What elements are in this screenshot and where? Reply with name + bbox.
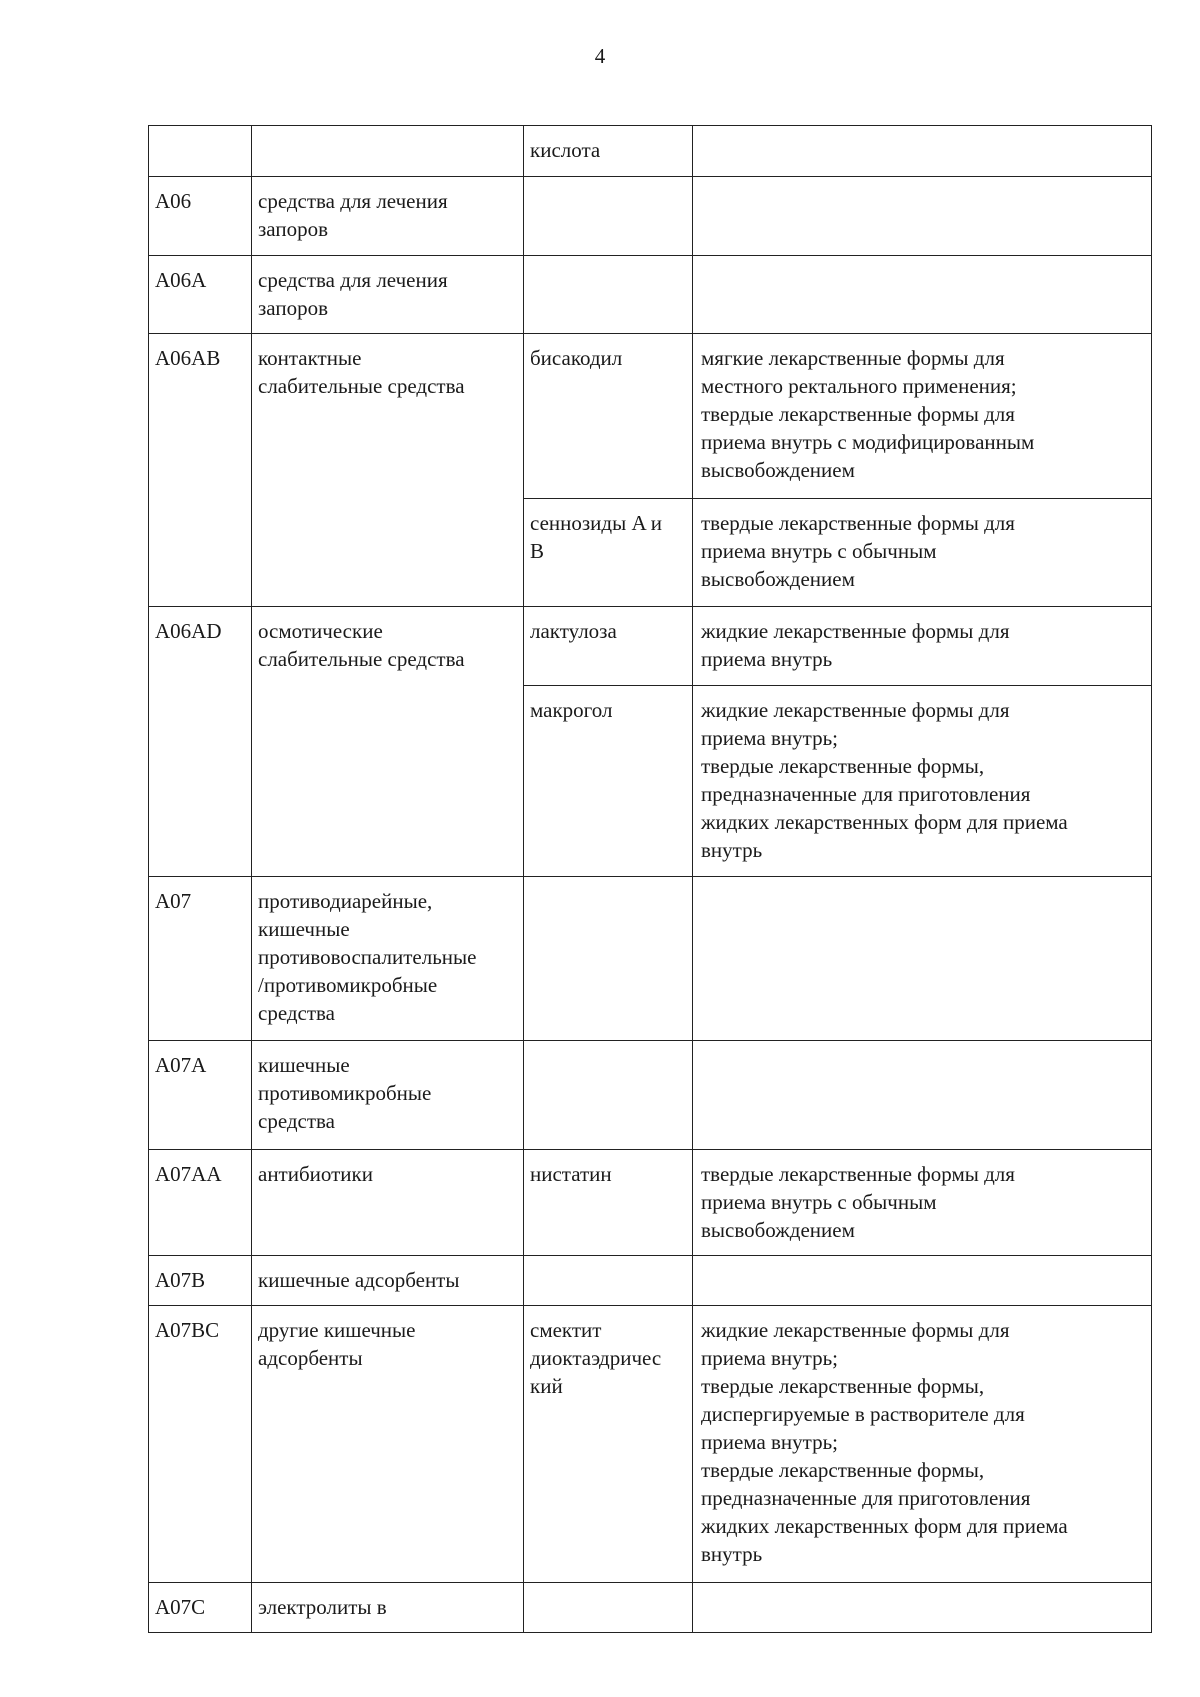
- drug-name-cell: нистатин: [524, 1149, 693, 1255]
- atc-code-cell: A07B: [149, 1256, 252, 1306]
- dosage-form-cell: [693, 126, 1152, 177]
- drug-name-cell: [524, 177, 693, 255]
- atc-code-cell: [149, 126, 252, 177]
- drug-name-cell: кислота: [524, 126, 693, 177]
- group-name-cell: средства для лечения запоров: [252, 255, 524, 333]
- group-name-cell: [252, 126, 524, 177]
- dosage-form-cell: жидкие лекарственные формы для приема внутрь: [693, 607, 1152, 685]
- group-name-cell: антибиотики: [252, 1149, 524, 1255]
- drug-name-cell: [524, 255, 693, 333]
- drug-name-cell: [524, 877, 693, 1041]
- table-row: [149, 607, 1152, 685]
- drug-table: [148, 125, 1152, 1633]
- dosage-form-cell: твердые лекарственные формы для приема внутрь с обычным высвобождением: [693, 498, 1152, 607]
- table-row: [149, 877, 1152, 1041]
- group-name-cell: противодиарейные, кишечные противовоспалительные /противомикробные средства: [252, 877, 524, 1041]
- drug-name-cell: [524, 1256, 693, 1306]
- dosage-form-cell: [693, 1041, 1152, 1150]
- table-row: [149, 1306, 1152, 1582]
- table-row: [149, 1149, 1152, 1255]
- dosage-form-cell: жидкие лекарственные формы для приема внутрь; твердые лекарственные формы, диспергируемые в растворителе для приема внутрь; твердые лекарственные формы, предназначенные для приготовления жидких лекарственных форм для приема внутрь: [693, 1306, 1152, 1582]
- group-name-cell: осмотические слабительные средства: [252, 607, 524, 877]
- drug-name-cell: сеннозиды A и B: [524, 498, 693, 607]
- dosage-form-cell: [693, 1256, 1152, 1306]
- group-name-cell: кишечные противомикробные средства: [252, 1041, 524, 1150]
- atc-code-cell: A07AA: [149, 1149, 252, 1255]
- drug-name-cell: бисакодил: [524, 333, 693, 498]
- atc-code-cell: A06AD: [149, 607, 252, 877]
- table-row: [149, 1256, 1152, 1306]
- dosage-form-cell: жидкие лекарственные формы для приема внутрь; твердые лекарственные формы, предназначенные для приготовления жидких лекарственных форм для приема внутрь: [693, 685, 1152, 877]
- dosage-form-cell: [693, 255, 1152, 333]
- drug-name-cell: макрогол: [524, 685, 693, 877]
- atc-code-cell: A06A: [149, 255, 252, 333]
- page-number: 4: [594, 44, 606, 68]
- dosage-form-cell: [693, 177, 1152, 255]
- dosage-form-cell: мягкие лекарственные формы для местного ректального применения; твердые лекарственные формы для приема внутрь с модифицированным высвобождением: [693, 333, 1152, 498]
- drug-name-cell: лактулоза: [524, 607, 693, 685]
- drug-name-cell: смектит диоктаэдричес кий: [524, 1306, 693, 1582]
- dosage-form-cell: твердые лекарственные формы для приема внутрь с обычным высвобождением: [693, 1149, 1152, 1255]
- group-name-cell: электролиты в: [252, 1582, 524, 1632]
- drug-name-cell: [524, 1582, 693, 1632]
- atc-code-cell: A06: [149, 177, 252, 255]
- table-row: [149, 1041, 1152, 1150]
- table-row: [149, 1582, 1152, 1632]
- dosage-form-cell: [693, 877, 1152, 1041]
- group-name-cell: контактные слабительные средства: [252, 333, 524, 606]
- table-row: [149, 255, 1152, 333]
- atc-code-cell: A07A: [149, 1041, 252, 1150]
- table-row: [149, 333, 1152, 498]
- atc-code-cell: A07: [149, 877, 252, 1041]
- atc-code-cell: A07BC: [149, 1306, 252, 1582]
- drug-name-cell: [524, 1041, 693, 1150]
- dosage-form-cell: [693, 1582, 1152, 1632]
- group-name-cell: средства для лечения запоров: [252, 177, 524, 255]
- group-name-cell: кишечные адсорбенты: [252, 1256, 524, 1306]
- table-row: [149, 126, 1152, 177]
- atc-code-cell: A07C: [149, 1582, 252, 1632]
- atc-code-cell: A06AB: [149, 333, 252, 606]
- group-name-cell: другие кишечные адсорбенты: [252, 1306, 524, 1582]
- table-row: [149, 177, 1152, 255]
